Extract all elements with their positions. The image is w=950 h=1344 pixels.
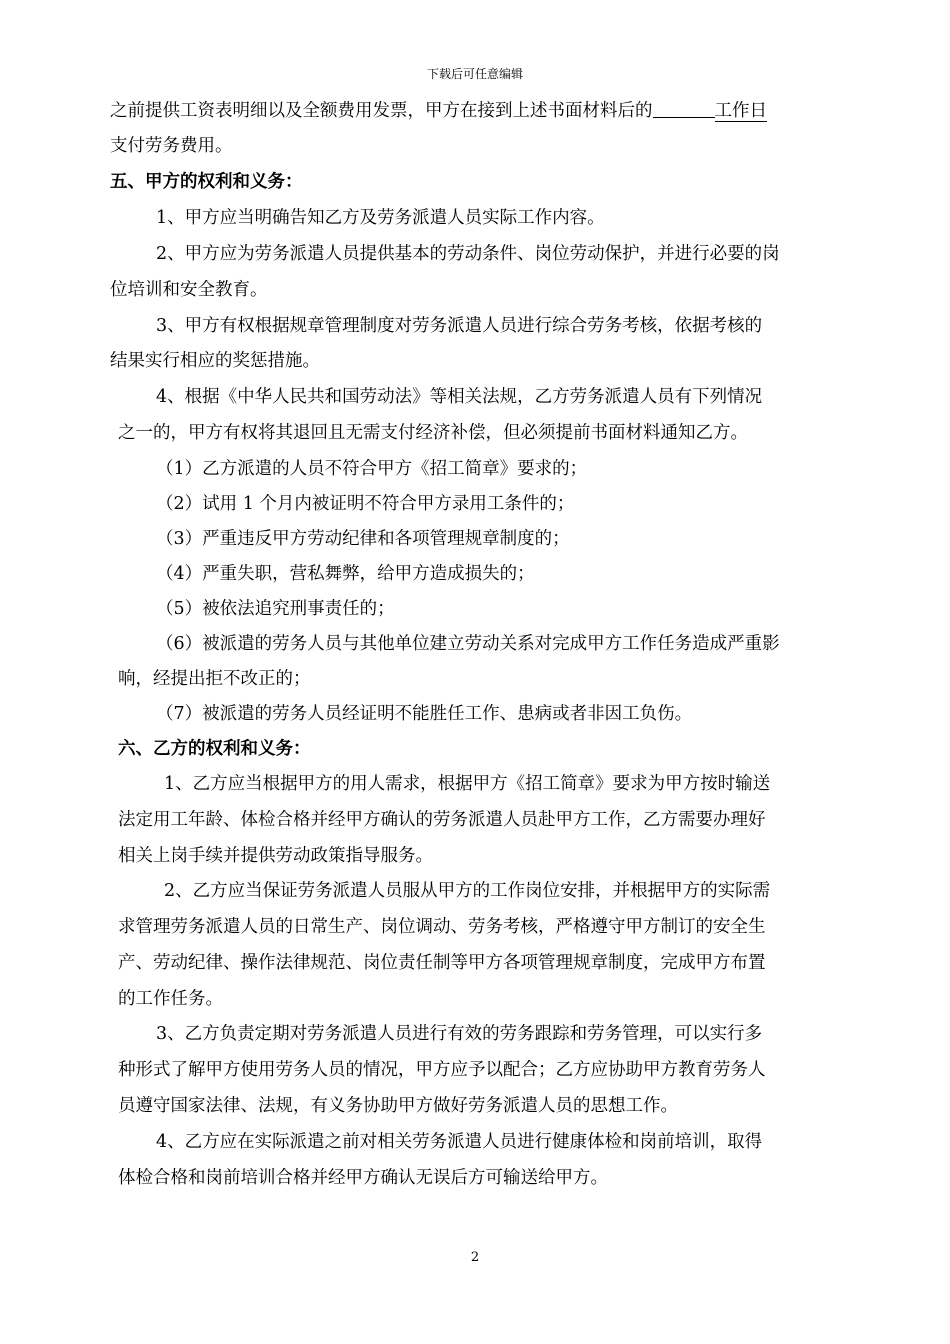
- body-line: 法定用工年龄、体检合格并经甲方确认的劳务派遣人员赴甲方工作，乙方需要办理好: [118, 810, 766, 830]
- list-item: （1）乙方派遣的人员不符合甲方《招工简章》要求的；: [156, 459, 588, 479]
- body-line: 3、乙方负责定期对劳务派遣人员进行有效的劳务跟踪和劳务管理，可以实行多: [156, 1024, 763, 1044]
- section-heading-6: 六、乙方的权利和义务：: [118, 739, 311, 759]
- body-line: 求管理劳务派遣人员的日常生产、岗位调动、劳务考核，严格遵守甲方制订的安全生: [118, 917, 766, 937]
- body-line: 2、甲方应为劳务派遣人员提供基本的劳动条件、岗位劳动保护，并进行必要的岗: [156, 244, 780, 264]
- body-line: 1、甲方应当明确告知乙方及劳务派遣人员实际工作内容。: [156, 208, 605, 228]
- section-heading-5: 五、甲方的权利和义务：: [110, 172, 303, 192]
- body-line: 之一的，甲方有权将其退回且无需支付经济补偿，但必须提前书面材料通知乙方。: [118, 423, 748, 443]
- body-line: 结果实行相应的奖惩措施。: [110, 351, 320, 371]
- body-line: 员遵守国家法律、法规，有义务协助甲方做好劳务派遣人员的思想工作。: [118, 1096, 678, 1116]
- body-line: 位培训和安全教育。: [110, 280, 268, 300]
- page-header-note: 下载后可任意编辑: [426, 67, 523, 81]
- list-item: （5）被依法追究刑事责任的；: [156, 599, 395, 619]
- body-line: 4、根据《中华人民共和国劳动法》等相关法规，乙方劳务派遣人员有下列情况: [156, 387, 763, 407]
- line-text: 之前提供工资表明细以及全额费用发票，甲方在接到上述书面材料后的: [110, 101, 653, 121]
- body-line: 响，经提出拒不改正的；: [118, 669, 311, 689]
- list-item: （3）严重违反甲方劳动纪律和各项管理规章制度的；: [156, 529, 570, 549]
- body-line: 种形式了解甲方使用劳务人员的情况，甲方应予以配合；乙方应协助甲方教育劳务人: [118, 1060, 766, 1080]
- blank-underline: [653, 97, 715, 118]
- body-line: 相关上岗手续并提供劳动政策指导服务。: [118, 846, 433, 866]
- list-item: （2）试用 1 个月内被证明不符合甲方录用工条件的；: [156, 494, 575, 514]
- list-item: （4）严重失职，营私舞弊，给甲方造成损失的；: [156, 564, 535, 584]
- list-item: （6）被派遣的劳务人员与其他单位建立劳动关系对完成甲方工作任务造成严重影: [156, 634, 780, 654]
- underlined-text: 工作日: [714, 101, 767, 121]
- list-item: （7）被派遣的劳务人员经证明不能胜任工作、患病或者非因工负伤。: [156, 704, 693, 724]
- body-line: 体检合格和岗前培训合格并经甲方确认无误后方可输送给甲方。: [118, 1168, 608, 1188]
- body-line: [110, 97, 767, 124]
- body-line: 的工作任务。: [118, 989, 223, 1009]
- page-number: 2: [470, 1250, 480, 1265]
- body-line: 4、乙方应在实际派遣之前对相关劳务派遣人员进行健康体检和岗前培训，取得: [156, 1132, 763, 1152]
- body-line: 1、乙方应当根据甲方的用人需求，根据甲方《招工简章》要求为甲方按时输送: [164, 774, 771, 794]
- body-line: 支付劳务费用。: [110, 136, 233, 156]
- body-line: 3、甲方有权根据规章管理制度对劳务派遣人员进行综合劳务考核，依据考核的: [156, 316, 763, 336]
- body-line: 产、劳动纪律、操作法律规范、岗位责任制等甲方各项管理规章制度，完成甲方布置: [118, 953, 766, 973]
- body-line: 2、乙方应当保证劳务派遣人员服从甲方的工作岗位安排，并根据甲方的实际需: [164, 881, 771, 901]
